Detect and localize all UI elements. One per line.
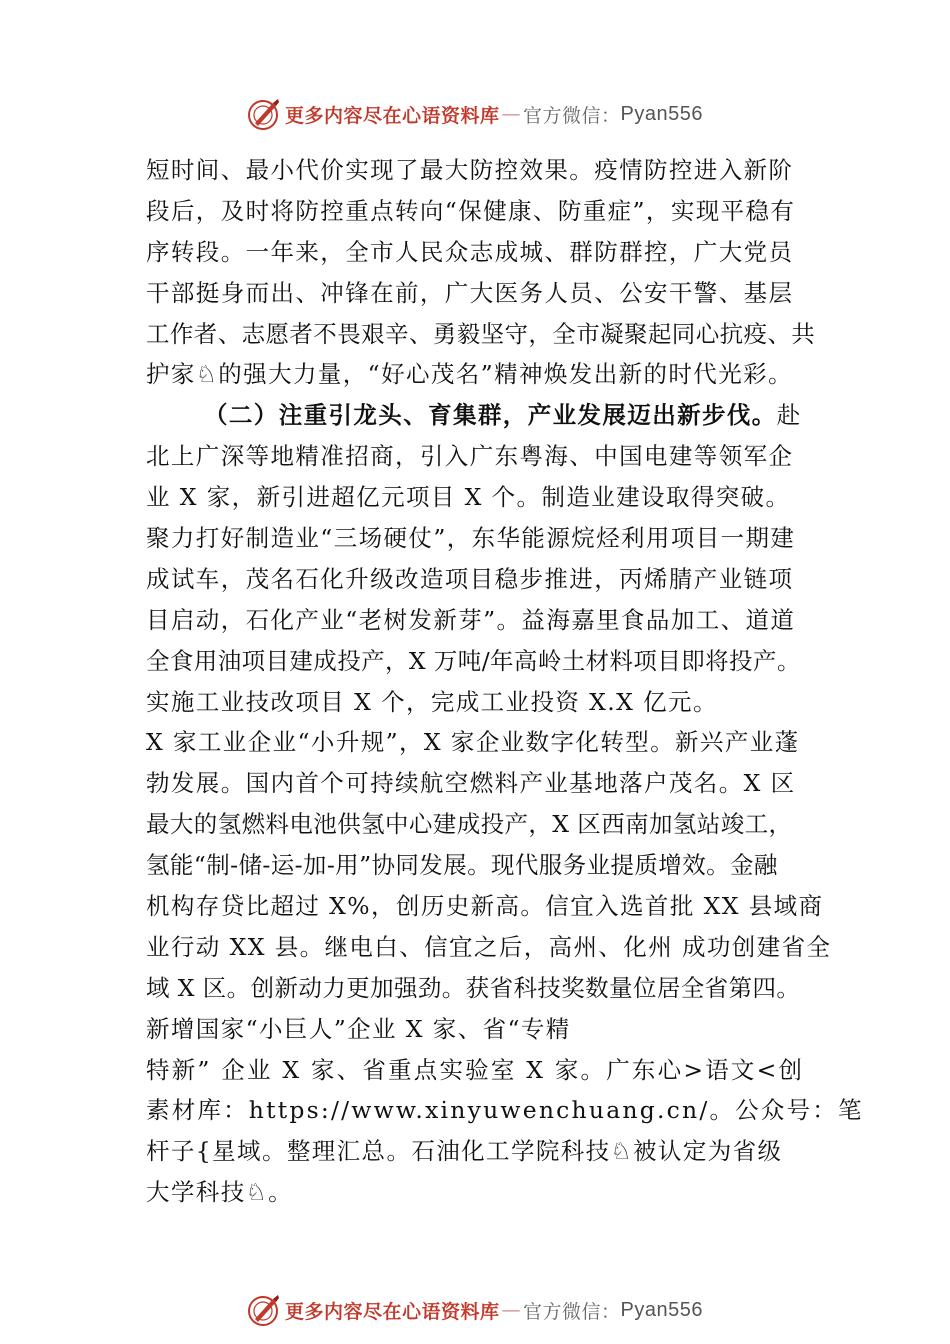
text-line: X 家工业企业“小升规”，X 家企业数字化转型。新兴产业蓬 bbox=[146, 728, 800, 757]
brand-logo-icon bbox=[247, 97, 281, 131]
text-line: 大学科技♘。 bbox=[146, 1178, 293, 1207]
text-line: 业行动 XX 县。继电白、信宜之后，高州、化州 成功创建省全 bbox=[146, 932, 832, 961]
text-line: 护家♘的强大力量，“好心茂名”精神焕发出新的时代光彩。 bbox=[146, 360, 793, 389]
text-line: 成试车，茂名石化升级改造项目稳步推进，丙烯腈产业链项 bbox=[146, 564, 794, 593]
text-line: 序转段。一年来，全市人民众志成城、群防群控，广大党员 bbox=[146, 237, 794, 266]
header-watermark bbox=[0, 94, 950, 134]
banner-separator: — bbox=[501, 103, 522, 125]
section-heading: （二）注重引龙头、育集群，产业发展迈出新步伐。 bbox=[204, 401, 777, 430]
banner-wechat-id: Pyan556 bbox=[620, 102, 703, 125]
text-line: 工作者、志愿者不畏艰辛、勇毅坚守，全市凝聚起同心抗疫、共 bbox=[146, 319, 816, 348]
text-line: 段后，及时将防控重点转向“保健康、防重症”，实现平稳有 bbox=[146, 196, 796, 225]
text-line: 实施工业技改项目 X 个，完成工业投资 X.X 亿元。 bbox=[146, 687, 718, 716]
brand-logo-icon bbox=[247, 1293, 281, 1327]
banner-wechat-label: 官方微信： bbox=[523, 104, 621, 127]
banner-wechat-label: 官方微信： bbox=[523, 1300, 621, 1323]
text-line: 短时间、最小代价实现了最大防控效果。疫情防控进入新阶 bbox=[146, 156, 794, 184]
text-line: 勃发展。国内首个可持续航空燃料产业基地落户茂名。X 区 bbox=[146, 769, 796, 798]
banner-brand: 更多内容尽在心语资料库 bbox=[285, 1300, 500, 1323]
text-line: 机构存贷比超过 X%，创历史新高。信宜入选首批 XX 县域商 bbox=[146, 892, 824, 921]
text-line: 聚力打好制造业“三场硬仗”，东华能源烷烃利用项目一期建 bbox=[146, 524, 796, 553]
text-line: 杆子{星域。整理汇总。石油化工学院科技♘被认定为省级 bbox=[146, 1137, 783, 1166]
text-line: 域 X 区。创新动力更加强劲。获省科技奖数量位居全省第四。 bbox=[146, 973, 801, 1002]
banner-wechat-id: Pyan556 bbox=[620, 1298, 703, 1321]
text-line: 干部挺身而出、冲锋在前，广大医务人员、公安干警、基层 bbox=[146, 278, 794, 307]
text-line: 北上广深等地精准招商，引入广东粤海、中国电建等领军企 bbox=[146, 442, 794, 471]
text-line: 氢能“制-储-运-加-用”协同发展。现代服务业提质增效。金融 bbox=[146, 851, 778, 880]
text-line: 特新” 企业 X 家、省重点实验室 X 家。广东心>语文<创 bbox=[146, 1055, 805, 1084]
section-heading-line bbox=[146, 395, 826, 436]
text-fragment: 赴 bbox=[776, 401, 802, 430]
document-body bbox=[146, 150, 864, 1213]
text-line: 目启动，石化产业“老树发新芽”。益海嘉里食品加工、道道 bbox=[146, 605, 796, 634]
banner-brand: 更多内容尽在心语资料库 bbox=[285, 104, 500, 127]
text-line: 素材库：https://www.xinyuwenchuang.cn/。公众号：笔 bbox=[146, 1096, 864, 1125]
text-line: 最大的氢燃料电池供氢中心建成投产，X 区西南加氢站竣工， bbox=[146, 810, 793, 839]
text-line: 全食用油项目建成投产，X 万吨/年高岭土材料项目即将投产。 bbox=[146, 646, 801, 675]
text-line: 新增国家“小巨人”企业 X 家、省“专精 bbox=[146, 1014, 571, 1043]
footer-watermark bbox=[0, 1290, 950, 1330]
banner-separator: — bbox=[501, 1299, 522, 1321]
text-line: 业 X 家，新引进超亿元项目 X 个。制造业建设取得突破。 bbox=[146, 483, 791, 512]
